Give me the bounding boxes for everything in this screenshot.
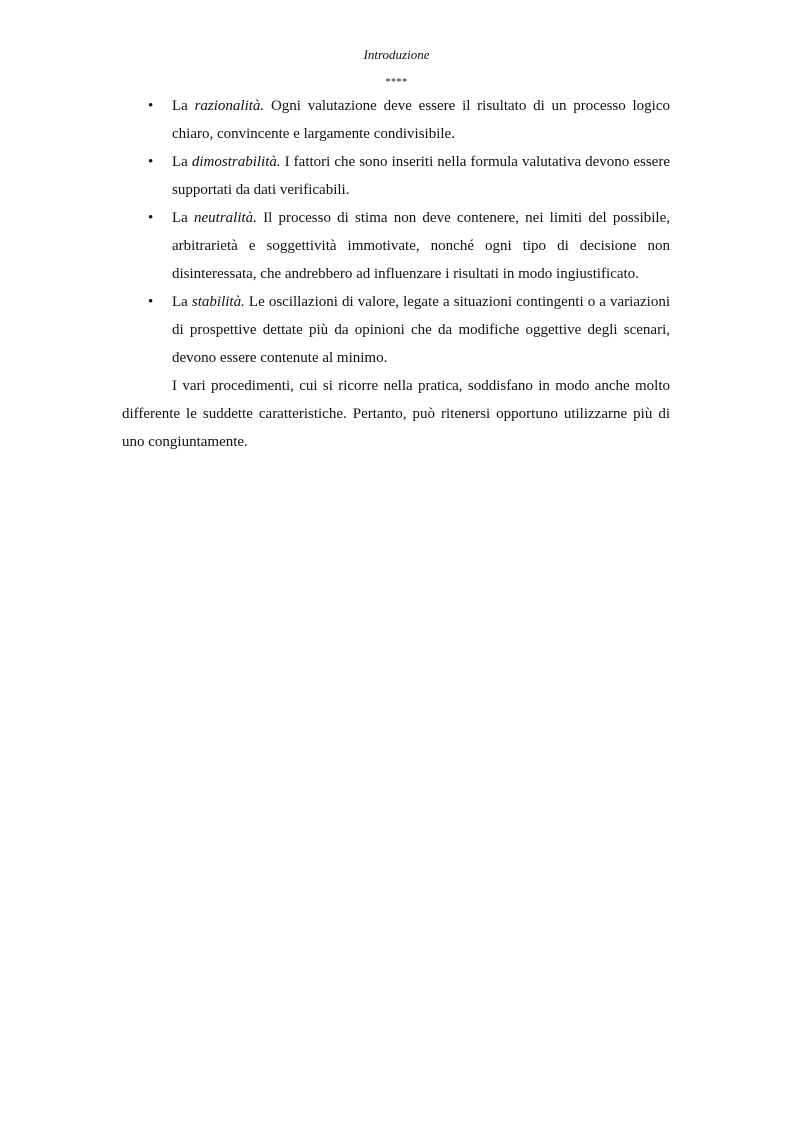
list-item-intro: La [172, 154, 192, 170]
page-header: Introduzione [363, 47, 430, 62]
list-item-term: razionalità. [194, 98, 265, 114]
list-item-term: neutralità. [194, 210, 257, 226]
closing-paragraph: I vari procedimenti, cui si ricorre nella pratica, soddisfano in modo anche molto differente le suddette caratteristiche. Pertanto, può ritenersi opportuno utilizzarne più di uno congiuntamente. [122, 378, 670, 450]
list-item-intro: La [172, 98, 195, 114]
list-item-term: stabilità. [191, 294, 245, 310]
list-item-text: Il processo di stima non deve contenere, nei limiti del possibile, arbitrarietà e soggettività immotivate, nonché ogni tipo di decisione non disinteressata, che andrebbero ad influenzare i risultati in modo ingiustificato. [172, 210, 670, 282]
list-item-term: dimostrabilità. [191, 154, 281, 170]
list-item-stabilita [122, 288, 670, 372]
bullet-icon: • [148, 154, 154, 170]
bullet-icon: • [148, 98, 154, 114]
list-item-intro: La [172, 210, 195, 226]
list-item-dimostrabilita [122, 148, 670, 204]
list-item-text: Ogni valutazione deve essere il risultato di un processo logico chiaro, convincente e largamente condivisibile. [172, 98, 670, 142]
bullet-icon: • [148, 294, 154, 310]
criteria-list [122, 92, 670, 372]
section-separator: **** [385, 77, 408, 88]
list-item-text: I fattori che sono inseriti nella formula valutativa devono essere supportati da dati verificabili. [172, 154, 670, 198]
bullet-icon: • [148, 210, 154, 226]
list-item-text: Le oscillazioni di valore, legate a situazioni contingenti o a variazioni di prospettive dettate più da opinioni che da modifiche oggettive degli scenari, devono essere contenute al minimo. [172, 294, 670, 366]
list-item-neutralita [122, 204, 670, 288]
list-item-razionalita [122, 92, 670, 148]
list-item-intro: La [172, 294, 192, 310]
body-content [122, 92, 670, 456]
